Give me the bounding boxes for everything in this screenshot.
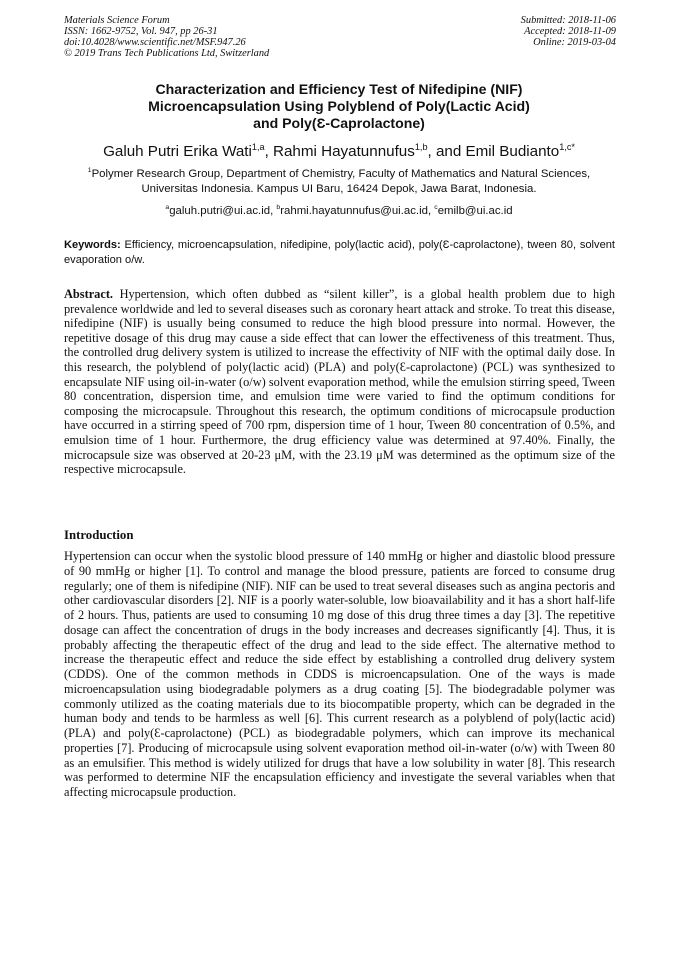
- title-line-2: Microencapsulation Using Polyblend of Poly(Lactic Acid): [148, 98, 530, 114]
- email-separator: ,: [427, 205, 435, 217]
- keywords-label: Keywords:: [64, 239, 121, 251]
- author-list: [20, 142, 658, 162]
- keywords-text: Efficiency, microencapsulation, nifedipine, poly(lactic acid), poly(Ɛ-caprolactone), tween 80, solvent evaporation o/w.: [64, 239, 615, 266]
- author-name: Rahmi Hayatunnufus: [273, 143, 415, 160]
- affiliation-line-2: Universitas Indonesia. Kampus UI Baru, 16424 Depok, Jawa Barat, Indonesia.: [141, 183, 537, 195]
- email-marker: a: [165, 204, 170, 212]
- online-date: Online: 2019-03-04: [533, 37, 616, 48]
- paper-title: [40, 81, 638, 132]
- author-affiliation-marker: 1,b: [414, 141, 428, 152]
- keywords-paragraph: [64, 238, 615, 267]
- journal-name: Materials Science Forum: [64, 15, 170, 26]
- author-name: Emil Budianto: [465, 143, 560, 160]
- author-affiliation-marker: 1,c*: [559, 141, 575, 152]
- abstract-paragraph: [64, 287, 615, 477]
- email-marker: b: [276, 204, 281, 212]
- copyright-line: © 2019 Trans Tech Publications Ltd, Switzerland: [64, 48, 270, 59]
- submitted-date: Submitted: 2018-11-06: [520, 15, 616, 26]
- abstract-label: Abstract.: [64, 287, 114, 301]
- email-separator: ,: [270, 205, 277, 217]
- submission-dates: [521, 15, 616, 48]
- affiliation: [40, 167, 638, 197]
- doi-line: doi:10.4028/www.scientific.net/MSF.947.26: [64, 37, 246, 48]
- email-marker: c: [434, 204, 438, 212]
- author-separator: , and: [427, 143, 466, 160]
- affiliation-line-1: [40, 167, 638, 182]
- author-affiliation-marker: 1,a: [251, 141, 265, 152]
- author-name: Galuh Putri Erika Wati: [103, 143, 252, 160]
- email-address: galuh.putri@ui.ac.id: [169, 205, 271, 217]
- email-list: [40, 204, 638, 219]
- introduction-heading: Introduction: [64, 528, 134, 542]
- author-separator: ,: [264, 143, 274, 160]
- title-line-3: and Poly(Ɛ-Caprolactone): [253, 115, 425, 131]
- abstract-text: Hypertension, which often dubbed as “silent killer”, is a global health problem due to high prevalence worldwide and led to several diseases such as coronary heart attack and stroke. To treat this disease, nifedipine (NIF) is usually being consumed to reduce the high blood pressure into normal. However, the repetitive dosage of this drug may cause a side effect that can lower the effectiveness of this treatment. Thus, the controlled drug delivery system is utilized to increase the effectivity of NIF with the optimal daily dose. In this research, the polyblend of poly(lactic acid) (PLA) and poly(Ɛ-caprolactone) (PCL) was synthesized to encapsulate NIF using oil-in-water (o/w) solvent evaporation method, while the emulsion stirring speed, Tween 80 concentration, dispersion time, and emulsion time were varied to find the optimum conditions for composing the microcapsule. Throughout this research, the optimum conditions of microcapsule production have occurred in a stirring speed of 700 rpm, dispersion time of 1 hour, Tween 80 concentration of 0.5%, and emulsion time of 1 hour. Furthermore, the drug efficiency value was determined at 97.40%. Finally, the microcapsule size was observed at 20-23 μM, with the 23.19 μM was determined as the optimum size of the respective microcapsule.: [64, 287, 615, 477]
- email-address: emilb@ui.ac.id: [437, 205, 513, 217]
- issn-line: ISSN: 1662-9752, Vol. 947, pp 26-31: [64, 26, 218, 37]
- accepted-date: Accepted: 2018-11-09: [524, 26, 616, 37]
- introduction-paragraph: Hypertension can occur when the systolic blood pressure of 140 mmHg or higher and diastolic blood pressure of 90 mmHg or higher [1]. To control and manage the blood pressure, patients are forced to consume drug regularly; one of them is nifedipine (NIF). NIF can be used to treat several diseases such as angina pectoris and other cardiovascular disorders [2]. NIF is a poorly water-soluble, low bioavailability and it has a short half-life of 2 hours. Thus, patients are used to consuming 10 mg dose of this drug three times a day [3]. The repetitive dosage can affect the concentration of drugs in the body increases and decreases significantly [4]. Thus, it is probably affecting the therapeutic effect of the drug and lead to the side effect. The alternative method to increase the therapeutic effect and reduce the side effect by establishing a controlled drug delivery system (CDDS). One of the common methods in CDDS is microencapsulation. One of the ways is made microencapsulation using biodegradable polymers as a drug coating [5]. The biodegradable polymer was commonly utilized as the coating materials due to its biocompatible property, which can be degraded in the human body and tends to be harmless as well [6]. This current research as a polyblend of poly(lactic acid) (PLA) and poly(Ɛ-caprolactone) (PCL) as biodegradable polymers, which can improve its mechanical properties [7]. Producing of microcapsule using solvent evaporation method oil-in-water (o/w) with Tween 80 as an emulsifier. This method is widely utilized for drugs that have a low solubility in water [8]. This research was performed to determine NIF the encapsulation efficiency and investigate the several variables when that affecting microcapsule production.: [64, 549, 615, 799]
- title-line-1: Characterization and Efficiency Test of Nifedipine (NIF): [155, 81, 523, 97]
- journal-info: [64, 15, 269, 59]
- affiliation-text: Polymer Research Group, Department of Chemistry, Faculty of Mathematics and Natural Sciences,: [91, 168, 591, 180]
- affiliation-marker: 1: [87, 167, 92, 175]
- email-address: rahmi.hayatunnufus@ui.ac.id: [280, 205, 428, 217]
